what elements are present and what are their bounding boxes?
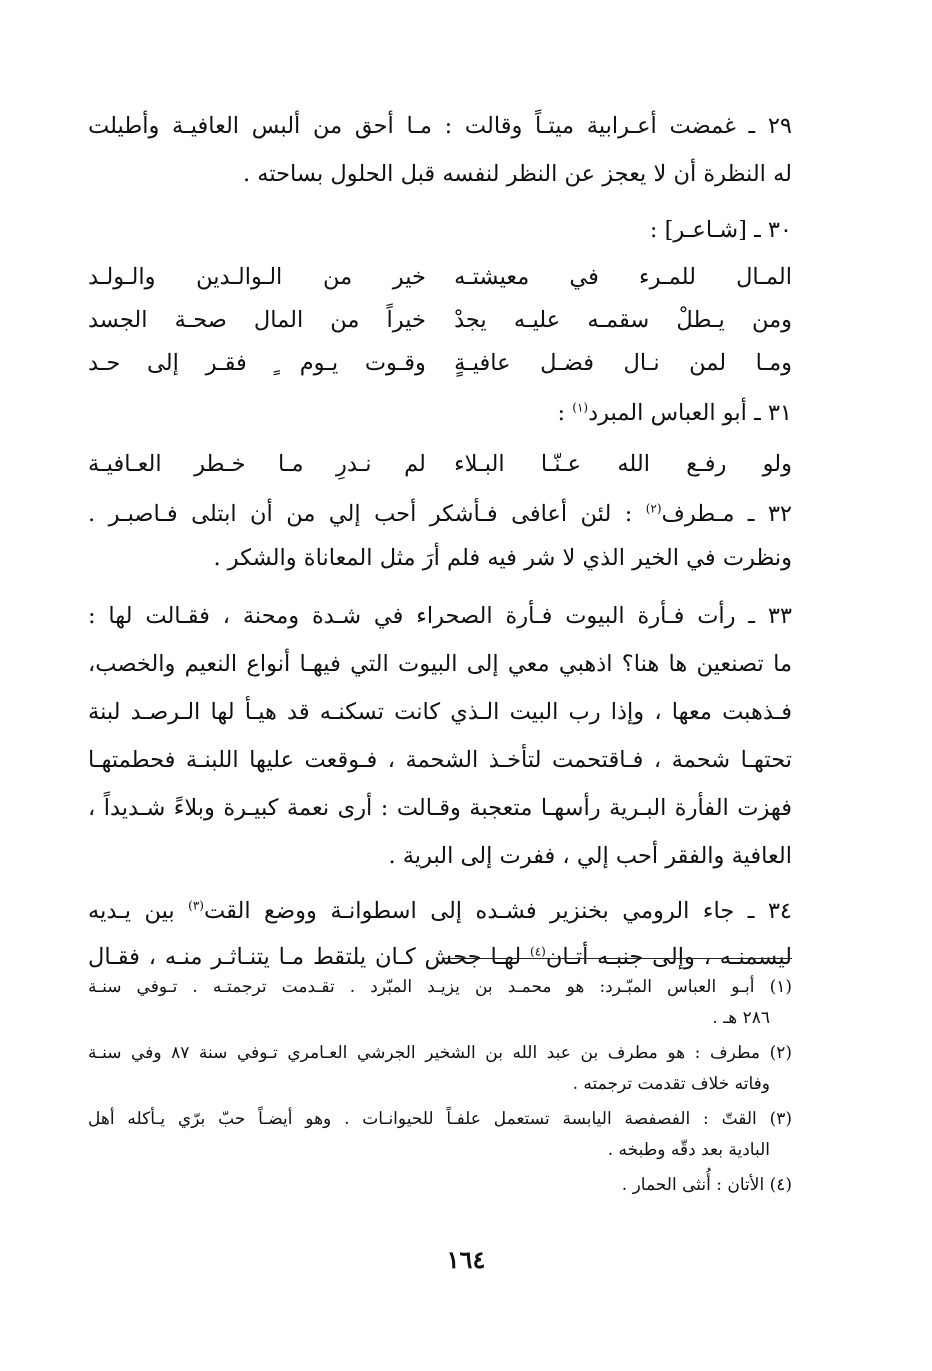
verse-30-3-second-hemistich: وقـوت يـوم ٍ فقـر إلى حـد (88, 350, 426, 376)
page-body (88, 102, 792, 984)
entry-34-line-1-start: ٣٤ ـ جاء الرومي بخنزير فشـده إلى اسطوانـة ووضع القت (203, 898, 792, 924)
footnote-separator (442, 958, 792, 959)
footnote-3-line-1: (٣) القتّ : الفصفصة اليابسة تستعمل علفـاً للحيوانـات . وهو أيضـاً حبّ برّي يـأكله أهل (88, 1109, 792, 1129)
footnote-4 (88, 1170, 792, 1201)
footnote-ref-4[interactable]: (٤) (530, 944, 546, 959)
verse-30-3-first-hemistich: ومـا لمن نـال فضـل عافيـةٍ (454, 350, 792, 376)
entry-32-line-1-start: ٣٢ ـ مـطرف (661, 501, 792, 527)
entry-29-line-1: ٢٩ ـ غمضت أعـرابية ميتـاً وقالت : مـا أحق من ألبس العافيـة وأطيلت (88, 113, 792, 139)
entry-34-line-2-start: ليسمنـه ، وإلى جنبـه أتـان (545, 944, 792, 970)
entry-34-line-1 (88, 888, 792, 934)
footnotes (88, 972, 792, 1205)
footnote-2-line-1: (٢) مطرف : هو مطرف بن عبد الله بن الشخير الجرشي العـامري تـوفي سنة ٨٧ وفي سنـة (88, 1043, 792, 1063)
verse-31-1-second-hemistich: لم نـدرِ مـا خـطر العـافيـة (88, 451, 426, 477)
footnote-ref-3[interactable]: (٣) (188, 898, 204, 913)
entry-32 (88, 492, 792, 580)
entry-34 (88, 888, 792, 980)
verse-30-3 (88, 342, 792, 385)
footnote-1 (88, 972, 792, 1034)
entry-32-line-2: ونظرت في الخير الذي لا شر فيه فلم أرَ مثل المعاناة والشكر . (213, 545, 792, 571)
entry-32-line-1-end: : لئن أعافى فـأشكر أحب إلي من أن ابتلى فـاصبـر . (88, 501, 646, 527)
entry-31-header-text: ٣١ ـ أبو العباس المبرد (588, 400, 792, 426)
footnote-1-line-2: ٢٨٦ هـ . (712, 1008, 770, 1028)
verse-30-2-second-hemistich: خيراً من المال صحـة الجسد (88, 307, 426, 333)
verse-30-1-first-hemistich: المـال للمـرء في معيشتـه (454, 264, 792, 290)
verse-30-1 (88, 256, 792, 299)
entry-33-line-1: ٣٣ ـ رأت فـأرة البيوت فـأرة الصحراء في شـدة ومحنة ، فقـالت لها : (88, 603, 792, 629)
entry-32-line-1 (88, 492, 792, 536)
entry-30-header: ٣٠ ـ [شـاعـر] : (649, 217, 792, 243)
entry-29 (88, 102, 792, 198)
entry-31-header (88, 389, 792, 437)
entry-33-line-4: تحتهـا شحمة ، فـاقتحمت لتأخـذ الشحمة ، فـوقعت عليها اللبنـة فحطمتهـا (88, 747, 792, 773)
footnote-ref-1[interactable]: (١) (572, 400, 589, 415)
entry-29-line-2: له النظرة أن لا يعجز عن النظر لنفسه قبل الحلول بساحته . (242, 161, 792, 187)
entry-31-verses (88, 443, 792, 486)
verse-30-2-first-hemistich: ومن يـطلْ سقمـه عليـه يجدْ (454, 307, 792, 333)
verse-30-1-second-hemistich: خير من الـوالـدين والـولـد (88, 264, 426, 290)
footnote-4-line-1: (٤) الأتان : أُنثى الحمار . (621, 1175, 792, 1195)
entry-33-line-5: فهزت الفأرة البـرية رأسهـا متعجبة وقـالت : أرى نعمة كبيـرة وبلاءً شـديداً ، (88, 795, 792, 821)
footnote-2 (88, 1038, 792, 1100)
entry-30-verses (88, 256, 792, 385)
verse-30-2 (88, 299, 792, 342)
entry-34-line-1-end: بين يـديه (88, 898, 189, 924)
footnote-2-line-2: وفاته خلاف تقدمت ترجمته . (572, 1074, 770, 1094)
entry-34-line-2-end: لهـا جحش كـان يلتقط مـا يتنـاثـر منـه ، فقـال (88, 944, 531, 970)
footnote-ref-2[interactable]: (٢) (645, 501, 662, 516)
entry-33-line-2: ما تصنعين ها هنا؟ اذهبي معي إلى البيوت التي فيهـا أنواع النعيم والخصب، (88, 651, 792, 677)
entry-33-line-6: العافية والفقر أحب إلي ، ففرت إلى البرية . (388, 843, 792, 869)
entry-31-header-colon: : (557, 400, 573, 426)
entry-33 (88, 592, 792, 880)
verse-31-1 (88, 443, 792, 486)
entry-33-line-3: فـذهبت معها ، وإذا رب البيت الـذي كانت تسكنـه قد هيـأ لها الـرصـد لبنة (88, 699, 792, 725)
footnote-3 (88, 1104, 792, 1166)
verse-31-1-first-hemistich: ولو رفـع الله عـنّـا البـلاء (454, 451, 792, 477)
footnote-1-line-1: (١) أبـو العباس المبّـرد: هو محمـد بن يزيـد المبّرد . تقـدمت ترجمتـه . تـوفي سنـة (88, 977, 792, 997)
footnote-3-line-2: البادية بعد دقّه وطبخه . (607, 1140, 770, 1160)
page-number: ١٦٤ (446, 1245, 486, 1274)
